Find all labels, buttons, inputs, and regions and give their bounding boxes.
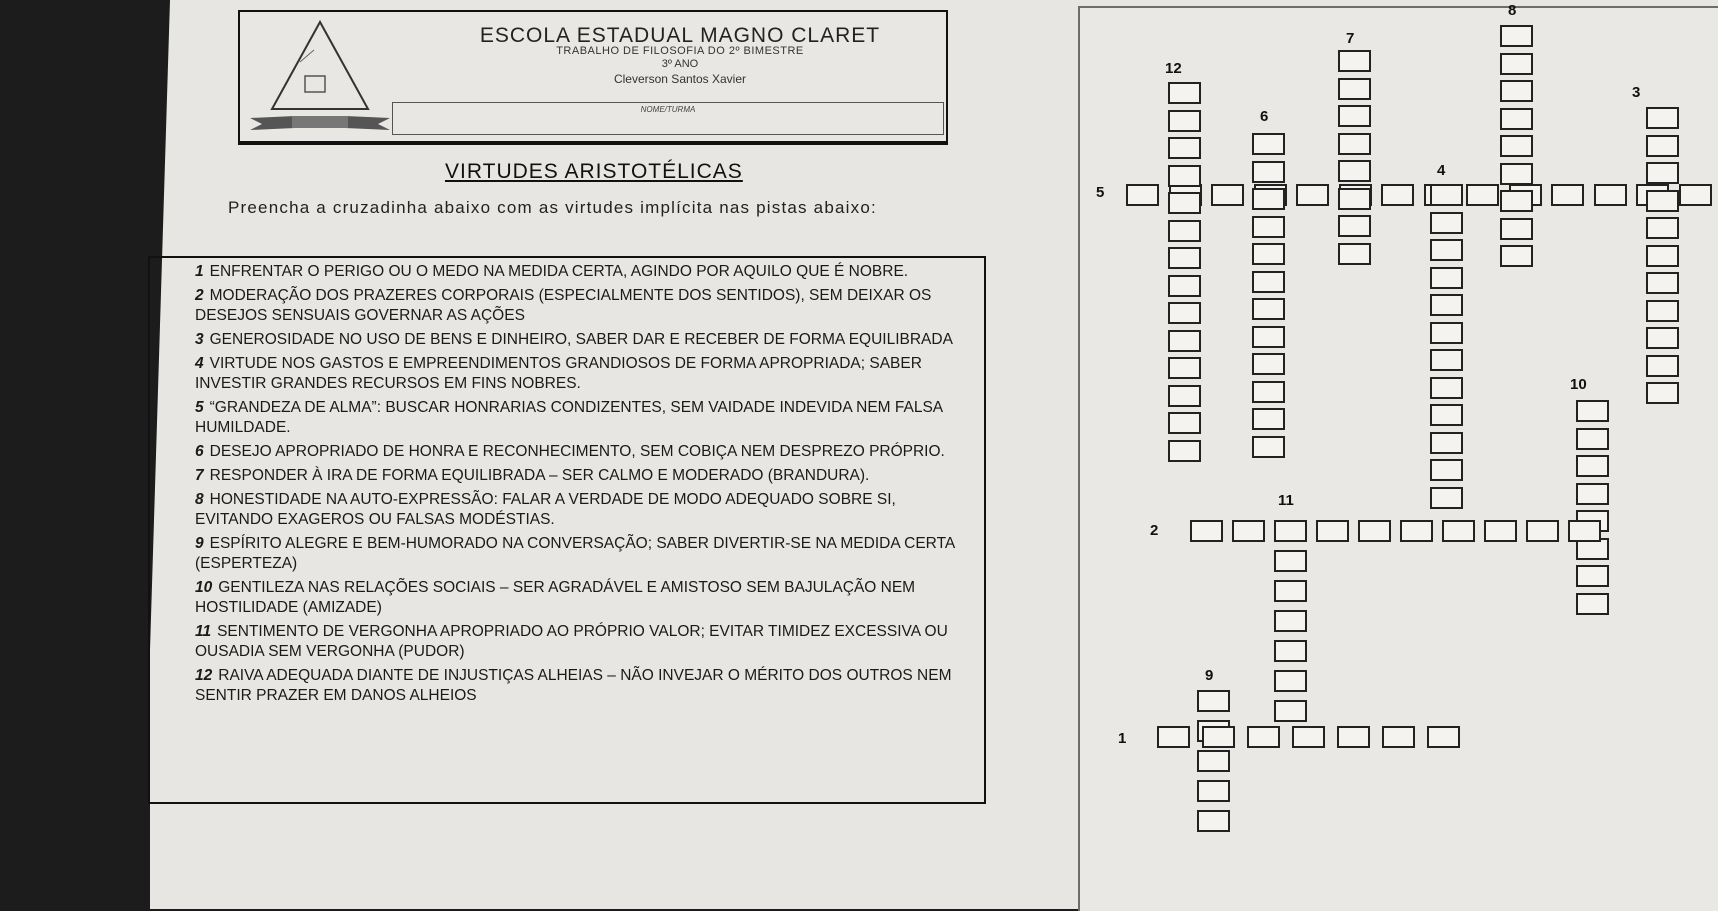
crossword-cell[interactable] [1430,267,1463,289]
crossword-cell[interactable] [1197,810,1230,832]
clue-item [195,442,974,462]
crossword-cell[interactable] [1576,400,1609,422]
crossword-cell[interactable] [1646,107,1679,129]
clue-text: ESPÍRITO ALEGRE E BEM-HUMORADO NA CONVERSAÇÃO; SABER DIVERTIR-SE NA MEDIDA CERTA (ESPERTEZA) [195,535,955,572]
crossword-cell[interactable] [1168,275,1201,297]
crossword-cell[interactable] [1646,162,1679,184]
crossword-cell[interactable] [1500,53,1533,75]
clue-item [195,262,974,282]
crossword-cell[interactable] [1274,610,1307,632]
crossword-cell[interactable] [1252,298,1285,320]
crossword-cell[interactable] [1338,188,1371,210]
header-divider [238,143,948,145]
crossword-cell[interactable] [1316,520,1349,542]
crossword-cell[interactable] [1646,327,1679,349]
clue-text: RESPONDER À IRA DE FORMA EQUILIBRADA – SER CALMO E MODERADO (BRANDURA). [209,467,870,484]
crossword-cell[interactable] [1274,670,1307,692]
clue-item [195,398,974,438]
clue-text: DESEJO APROPRIADO DE HONRA E RECONHECIMENTO, SEM COBIÇA NEM DESPREZO PRÓPRIO. [209,443,945,460]
crossword-cell[interactable] [1646,382,1679,404]
crossword-cell[interactable] [1430,294,1463,316]
clue-item [195,466,974,486]
clue-text: “GRANDEZA DE ALMA”: BUSCAR HONRARIAS CONDIZENTES, SEM VAIDADE INDEVIDA NEM FALSA HUMILDADE. [195,399,943,436]
crossword-cell[interactable] [1500,218,1533,240]
crossword-cell[interactable] [1430,487,1463,509]
crossword-cell[interactable] [1168,357,1201,379]
crossword-cell[interactable] [1430,322,1463,344]
clue-number: 9 [195,535,204,552]
crossword-cell[interactable] [1576,565,1609,587]
crossword-number: 3 [1632,84,1641,101]
crossword-number: 4 [1437,162,1446,179]
crossword-cell[interactable] [1197,750,1230,772]
crossword-cell[interactable] [1526,520,1559,542]
clue-item [195,330,974,350]
page-title: VIRTUDES ARISTOTÉLICAS [445,160,743,183]
crossword-cell[interactable] [1646,272,1679,294]
clue-item [195,578,974,618]
clue-text: RAIVA ADEQUADA DIANTE DE INJUSTIÇAS ALHEIAS – NÃO INVEJAR O MÉRITO DOS OUTROS NEM SENTIR PRAZER EM DANOS ALHEIOS [195,667,952,704]
crossword-cell[interactable] [1594,184,1627,206]
crossword-cell[interactable] [1337,726,1370,748]
clue-number: 7 [195,467,204,484]
crossword-cell[interactable] [1338,215,1371,237]
crossword-cell[interactable] [1646,190,1679,212]
clue-text: HONESTIDADE NA AUTO-EXPRESSÃO: FALAR A VERDADE DE MODO ADEQUADO SOBRE SI, EVITANDO EXAGEROS OU FALSAS MODÉSTIAS. [195,491,896,528]
crossword-cell[interactable] [1500,190,1533,212]
crossword-cell[interactable] [1381,184,1414,206]
crossword-number: 5 [1096,184,1105,201]
crossword-cell[interactable] [1202,726,1235,748]
crossword-number: 12 [1165,60,1182,77]
crossword-cell[interactable] [1358,520,1391,542]
crossword-cell[interactable] [1252,353,1285,375]
crossword-cell[interactable] [1247,726,1280,748]
crossword-cell[interactable] [1168,440,1201,462]
crossword-number: 11 [1278,492,1294,509]
crossword-cell[interactable] [1252,408,1285,430]
clue-item [195,666,974,706]
crossword-cell[interactable] [1168,82,1201,104]
clue-number: 10 [195,579,213,596]
grade-label: 3º ANO [661,58,699,70]
clue-text: ENFRENTAR O PERIGO OU O MEDO NA MEDIDA CERTA, AGINDO POR AQUILO QUE É NOBRE. [209,263,909,280]
clue-number: 2 [195,287,204,304]
crossword-cell[interactable] [1252,271,1285,293]
crossword-cell[interactable] [1576,593,1609,615]
crossword-cell[interactable] [1168,165,1201,187]
crossword-cell[interactable] [1568,520,1601,542]
clue-item [195,490,974,530]
clue-text: GENTILEZA NAS RELAÇÕES SOCIAIS – SER AGRADÁVEL E AMISTOSO SEM BAJULAÇÃO NEM HOSTILIDADE (AMIZADE) [195,579,916,616]
clue-number: 3 [195,331,204,348]
crossword-cell[interactable] [1168,412,1201,434]
crossword-cell[interactable] [1466,184,1499,206]
crossword-cell[interactable] [1197,690,1230,712]
crossword-cell[interactable] [1679,184,1712,206]
crossword-cell[interactable] [1197,780,1230,802]
crossword-cell[interactable] [1430,459,1463,481]
crossword-number: 1 [1118,730,1127,747]
crossword-cell[interactable] [1430,432,1463,454]
crossword-cell[interactable] [1168,110,1201,132]
clues-box [148,256,986,804]
crossword-cell[interactable] [1442,520,1475,542]
crossword-cell[interactable] [1430,212,1463,234]
clue-item [195,286,974,326]
crossword-cell[interactable] [1646,135,1679,157]
crossword-cell[interactable] [1126,184,1159,206]
crossword-cell[interactable] [1500,163,1533,185]
crossword-number: 9 [1205,667,1214,684]
work-title: TRABALHO DE FILOSOFIA DO 2º BIMESTRE [556,45,804,57]
clue-item [195,622,974,662]
crossword-cell[interactable] [1500,245,1533,267]
crossword-cell[interactable] [1168,247,1201,269]
clue-text: SENTIMENTO DE VERGONHA APROPRIADO AO PRÓPRIO VALOR; EVITAR TIMIDEZ EXCESSIVA OU OUSADIA SEM VERGONHA (PUDOR) [195,623,948,660]
crossword-cell[interactable] [1427,726,1460,748]
crossword-cell[interactable] [1338,243,1371,265]
crossword-cell[interactable] [1576,483,1609,505]
crossword-cell[interactable] [1157,726,1190,748]
crossword-cell[interactable] [1551,184,1584,206]
clue-text: VIRTUDE NOS GASTOS E EMPREENDIMENTOS GRANDIOSOS DE FORMA APROPRIADA; SABER INVESTIR GRANDES RECURSOS EM FINS NOBRES. [195,355,922,392]
crossword-cell[interactable] [1252,188,1285,210]
crossword-number: 7 [1346,30,1355,47]
name-class-field[interactable] [392,102,944,135]
crossword-cell[interactable] [1500,25,1533,47]
crossword-cell[interactable] [1430,404,1463,426]
crossword-cell[interactable] [1168,330,1201,352]
crossword-cell[interactable] [1646,245,1679,267]
crossword-cell[interactable] [1168,385,1201,407]
crossword-cell[interactable] [1252,133,1285,155]
crossword-cell[interactable] [1168,302,1201,324]
crossword-cell[interactable] [1576,455,1609,477]
crossword-cell[interactable] [1484,520,1517,542]
crossword-cell[interactable] [1296,184,1329,206]
crossword-cell[interactable] [1646,300,1679,322]
crossword-cell[interactable] [1500,80,1533,102]
crossword-cell[interactable] [1646,355,1679,377]
clue-item [195,534,974,574]
school-name: ESCOLA ESTADUAL MAGNO CLARET [479,24,881,47]
crossword-cell[interactable] [1338,105,1371,127]
crossword-cell[interactable] [1190,520,1223,542]
crossword-cell[interactable] [1232,520,1265,542]
clue-number: 4 [195,355,204,372]
crossword-cell[interactable] [1576,428,1609,450]
crossword-cell[interactable] [1400,520,1433,542]
crossword-cell[interactable] [1338,160,1371,182]
name-class-label: NOME/TURMA [640,105,696,114]
crossword-cell[interactable] [1430,184,1463,206]
crossword-cell[interactable] [1252,216,1285,238]
crossword-cell[interactable] [1252,243,1285,265]
crossword-cell[interactable] [1430,377,1463,399]
clue-item [195,354,974,394]
crossword-cell[interactable] [1274,700,1307,722]
clue-number: 8 [195,491,204,508]
crossword-number: 2 [1150,522,1159,539]
crossword-cell[interactable] [1211,184,1244,206]
school-logo [250,14,390,134]
crossword-cell[interactable] [1274,520,1307,542]
clue-number: 6 [195,443,204,460]
crossword-cell[interactable] [1338,78,1371,100]
clue-number: 11 [195,623,212,640]
crossword-cell[interactable] [1274,640,1307,662]
crossword-cell[interactable] [1274,550,1307,572]
crossword-cell[interactable] [1430,349,1463,371]
teacher-name: Cleverson Santos Xavier [613,72,747,86]
clue-text: GENEROSIDADE NO USO DE BENS E DINHEIRO, SABER DAR E RECEBER DE FORMA EQUILIBRADA [209,331,953,348]
crossword-cell[interactable] [1500,108,1533,130]
clue-number: 12 [195,667,213,684]
clue-number: 1 [195,263,204,280]
crossword-cell[interactable] [1168,137,1201,159]
crossword-cell[interactable] [1338,133,1371,155]
crossword-cell[interactable] [1252,161,1285,183]
crossword-number: 8 [1508,2,1517,19]
crossword-cell[interactable] [1252,436,1285,458]
crossword-number: 10 [1570,376,1587,393]
crossword-cell[interactable] [1252,381,1285,403]
crossword-cell[interactable] [1274,580,1307,602]
instructions: Preencha a cruzadinha abaixo com as virtudes implícita nas pistas abaixo: [228,198,877,217]
crossword-cell[interactable] [1168,192,1201,214]
crossword-cell[interactable] [1382,726,1415,748]
crossword-cell[interactable] [1500,135,1533,157]
crossword-cell[interactable] [1252,326,1285,348]
crossword-cell[interactable] [1168,220,1201,242]
crossword-number: 6 [1260,108,1269,125]
crossword-cell[interactable] [1338,50,1371,72]
crossword-cell[interactable] [1646,217,1679,239]
clue-text: MODERAÇÃO DOS PRAZERES CORPORAIS (ESPECIALMENTE DOS SENTIDOS), SEM DEIXAR OS DESEJOS SENSUAIS GOVERNAR AS AÇÕES [195,287,932,324]
clue-number: 5 [195,399,204,416]
crossword-cell[interactable] [1430,239,1463,261]
crossword-cell[interactable] [1292,726,1325,748]
